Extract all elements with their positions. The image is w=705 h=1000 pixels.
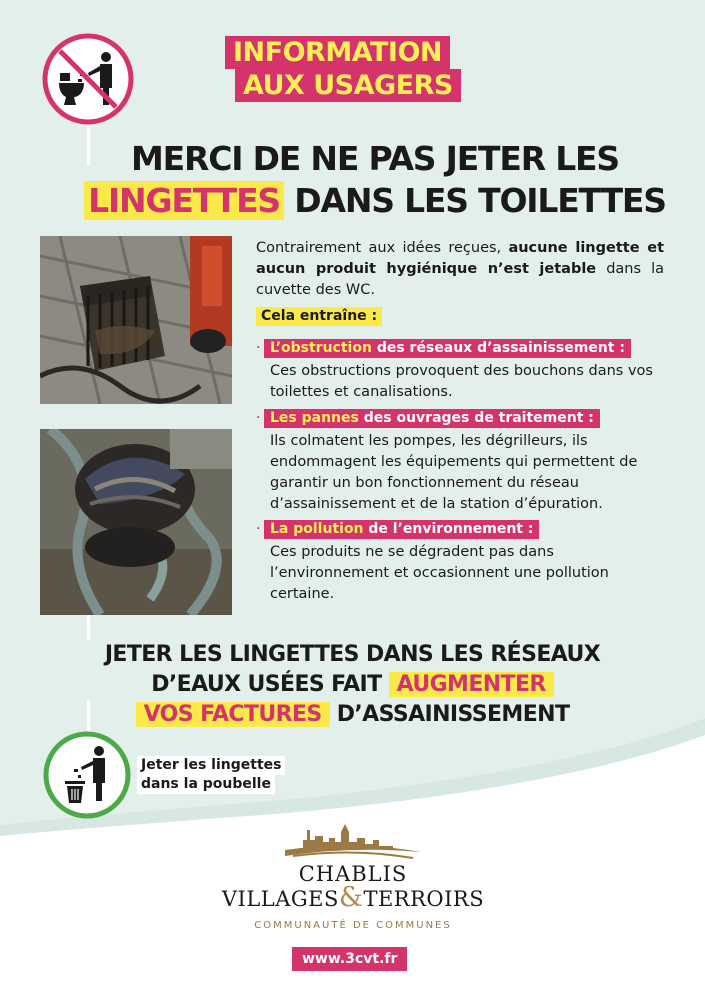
- headline-highlight: LINGETTES: [84, 181, 284, 220]
- bottom-headline: [40, 640, 665, 730]
- info-title-line1: INFORMATION: [225, 36, 450, 69]
- village-skyline-logo: [283, 818, 423, 860]
- consequence-description: Ces obstructions provoquent des bouchons dans vos toilettes et canalisations.: [270, 363, 653, 400]
- bottom-headline-highlight-2: VOS FACTURES: [136, 702, 330, 727]
- bullet: ·: [256, 521, 261, 537]
- bottom-headline-line2a: D’EAUX USÉES FAIT: [151, 672, 382, 697]
- headline-line2: DANS LES TOILETTES: [294, 181, 666, 220]
- logo-villages-terroirs: VILLAGES&TERROIRS: [221, 882, 485, 913]
- logo-communaute: COMMUNAUTÉ DE COMMUNES: [254, 920, 452, 931]
- cvt-logo: [218, 818, 488, 968]
- clogged-basket-photo: [40, 236, 232, 404]
- no-wipes-in-toilet-icon: [42, 33, 134, 125]
- consequence-label: La pollution de l’environnement :: [264, 520, 539, 539]
- info-title-line2: AUX USAGERS: [235, 69, 461, 102]
- bottom-headline-line1: JETER LES LINGETTES DANS LES RÉSEAUX: [104, 642, 601, 667]
- intro-text-1: Contrairement aux idées reçues,: [256, 240, 502, 256]
- intro-paragraph: [256, 238, 664, 301]
- bullet: ·: [256, 410, 261, 426]
- intro-text-2: dans la cuvette des WC.: [256, 261, 665, 298]
- consequence-description: Ces produits ne se dégradent pas dans l’environnement et occasionnent une pollution certaine.: [270, 544, 609, 602]
- bullet: ·: [256, 340, 261, 356]
- bottom-headline-line3b: D’ASSAINISSEMENT: [336, 702, 570, 727]
- consequence-label: L’obstruction des réseaux d’assainissement :: [264, 339, 631, 358]
- main-headline: [70, 138, 680, 222]
- logo-chablis: CHABLIS: [298, 862, 408, 886]
- bin-instruction-line2: dans la poubelle: [137, 775, 275, 794]
- consequence-label: Les pannes des ouvrages de traitement :: [264, 409, 600, 428]
- info-title: [225, 36, 461, 102]
- consequence-item: [256, 519, 676, 605]
- consequence-item: [256, 408, 676, 515]
- consequence-item: [256, 338, 676, 403]
- bottom-headline-highlight-1: AUGMENTER: [389, 672, 554, 697]
- consequences-label: Cela entraîne :: [256, 307, 382, 326]
- wipes-and-rope-photo: [40, 429, 232, 615]
- trash-bin-icon: [43, 731, 131, 819]
- headline-line1: MERCI DE NE PAS JETER LES: [131, 139, 619, 178]
- intro-bold: aucune lingette et aucun produit hygiénique n’est jetable: [256, 240, 665, 277]
- website-link[interactable]: www.3cvt.fr: [292, 947, 407, 971]
- bin-instruction: [137, 756, 285, 794]
- consequence-description: Ils colmatent les pompes, les dégrilleurs, ils endommagent les équipements qui permettent de garantir un bon fonctionnement du réseau d’assainissement et de la station d’épuration.: [270, 433, 638, 512]
- bin-instruction-line1: Jeter les lingettes: [137, 756, 285, 775]
